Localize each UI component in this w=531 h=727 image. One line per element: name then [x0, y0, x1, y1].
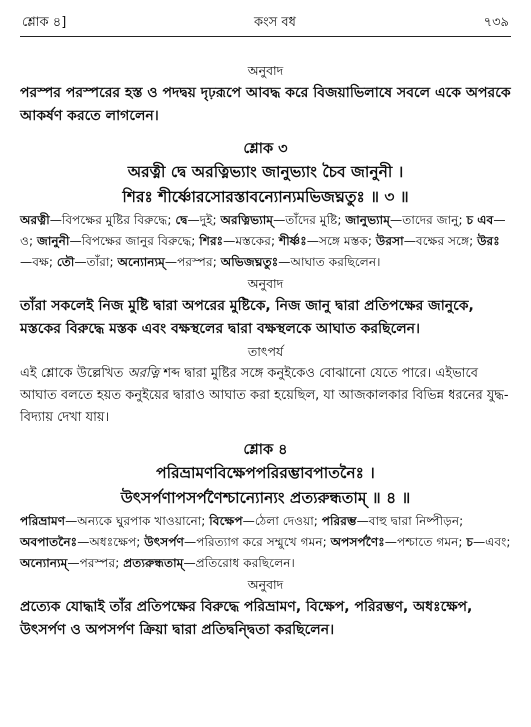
synonym-dash: — [403, 234, 416, 248]
synonym-word: অরত্নী [20, 213, 50, 227]
synonym-dash: — [20, 255, 33, 269]
synonym-meaning: পরস্পর; [79, 556, 124, 570]
synonym-meaning: ও; [20, 234, 37, 248]
synonym-meaning: এবং; [485, 535, 511, 549]
synonym-word: পরিরম্ভ [321, 514, 357, 528]
synonym-word: শীর্ষ্ণঃ [278, 234, 307, 248]
verse-3-purport-label: তাৎপর্য [247, 344, 284, 359]
synonym-dash: — [278, 255, 291, 269]
synonym-dash: — [164, 255, 178, 269]
synonym-dash: — [65, 514, 78, 528]
synonym-meaning: অন্যকে ঘুরপাক খাওয়ানো; [77, 514, 210, 528]
purport-text-post: শব্দ দ্বারা মুষ্টির সঙ্গে কনুইকেও বোঝানো যেতে পারে। এইভাবে আঘাত বলতে হয়ত কনুইয়ের দ্বারাও আঘাত করা হয়েছিল, যা আজকালকার বিভিন্ন ধরনের যুদ্ধ-বিদ্যায় দেখা যায়। [20, 366, 509, 425]
synonym-meaning: পরিত্যাগ করে সম্মুখে গমন; [196, 535, 331, 549]
synonym-meaning: তাঁদের মুষ্টি; [285, 213, 346, 227]
synonym-word: অভিজঘ্নতুঃ [220, 255, 279, 269]
header-page-number: ৭৩৯ [483, 14, 509, 30]
synonym-dash: — [390, 213, 403, 227]
synonym-meaning: তাঁরা; [86, 255, 118, 269]
synonym-dash: — [183, 556, 196, 570]
synonym-word: অবপাতনৈঃ [20, 535, 78, 549]
synonym-word: দ্বে [175, 213, 188, 227]
synonym-dash: — [273, 213, 286, 227]
translation-label-1: অনুবাদ [247, 63, 284, 78]
synonym-word: তৌ [56, 255, 75, 269]
verse-4-translation: প্রত্যেক যোদ্ধাই তাঁর প্রতিপক্ষের বিরুদ্ধে পরিভ্রামণ, বিক্ষেপ, পরিরম্ভণ, অধঃক্ষেপ, উৎসর্পণ ও অপসর্পণ ক্রিয়া দ্বারা প্রতিদ্বন্দ্বিতা করছিলেন। [20, 599, 473, 638]
synonym-word: শিরঃ [199, 234, 224, 248]
header-rule [20, 36, 511, 37]
synonym-meaning: দুই; [199, 213, 221, 227]
translation-text-1: পরস্পর পরস্পরের হস্ত ও পদদ্বয় দৃঢ়রূপে আবদ্ধ করে বিজয়াভিলাষে সবলে একে অপরকে আকর্ষণ করতে লাগলেন। [20, 85, 511, 124]
synonym-dash: — [67, 556, 80, 570]
header-verse-ref: শ্লোক ৪] [22, 14, 67, 30]
synonym-meaning: অধঃক্ষেপ; [89, 535, 145, 549]
synonym-meaning: মস্তকের; [235, 234, 279, 248]
synonym-word: উরসা [375, 234, 404, 248]
verse-3-translation: তাঁরা সকলেই নিজ মুষ্টি দ্বারা অপরের মুষ্টিকে, নিজ জানু দ্বারা প্রতিপক্ষের জানুকে, মস্তকের বিরুদ্ধে মস্তক এবং বক্ষস্থলের দ্বারা বক্ষস্থলকে আঘাত করছিলেন। [20, 298, 474, 337]
synonym-word: চ [466, 535, 473, 549]
synonym-dash: — [356, 514, 369, 528]
synonym-dash: — [306, 234, 319, 248]
synonym-meaning: বাহু দ্বারা নিষ্পীড়ন; [368, 514, 464, 528]
synonym-meaning: আঘাত করছিলেন। [290, 255, 381, 269]
synonym-meaning: প্রতিরোধ করছিলেন। [195, 556, 295, 570]
page-header [22, 12, 509, 34]
header-chapter-title: কংস বধ [253, 14, 296, 30]
synonym-dash: — [49, 213, 62, 227]
synonym-word: বিক্ষেপ [209, 514, 243, 528]
synonym-dash: — [472, 535, 486, 549]
synonym-word: উরঃ [477, 234, 500, 248]
synonym-meaning: তাদের জানু; [402, 213, 467, 227]
verse-4-translation-label: অনুবাদ [247, 577, 284, 592]
synonym-dash: — [493, 213, 506, 227]
synonym-meaning: বিপক্ষের মুষ্টির বিরুদ্ধে; [61, 213, 176, 227]
synonym-word: অরত্নিভ্যাম্ [220, 213, 274, 227]
verse-3-heading: শ্লোক ৩ [243, 141, 288, 157]
synonym-meaning: পরস্পর; [177, 255, 221, 269]
verse-3-synonyms [20, 210, 511, 273]
synonym-dash: — [184, 535, 197, 549]
verse-4-heading: শ্লোক ৪ [243, 442, 288, 458]
page-content [20, 60, 511, 642]
synonym-dash: — [74, 255, 87, 269]
verse-4-line-1: পরিভ্রামণবিক্ষেপপরিরম্ভাবপাতনৈঃ । [156, 464, 375, 482]
verse-4-line-2: উৎসর্পণাপসর্পণৈশ্চান্যোন্যং প্রত্যরুন্ধতাম্ ॥ ৪ ॥ [120, 489, 411, 507]
synonym-meaning: ঠেলা দেওয়া; [254, 514, 322, 528]
synonym-meaning: পশ্চাতে গমন; [396, 535, 467, 549]
synonym-dash: — [77, 535, 90, 549]
synonym-meaning: বিপক্ষের জানুর বিরুদ্ধে; [81, 234, 200, 248]
synonym-dash: — [242, 514, 255, 528]
verse-3-translation-label: অনুবাদ [247, 276, 284, 291]
synonym-meaning: বক্ষের সঙ্গে; [415, 234, 478, 248]
verse-3-line-1: অরত্নী দ্বে অরত্নিভ্যাং জানুভ্যাং চৈব জানুনী । [127, 163, 404, 181]
synonym-dash: — [187, 213, 200, 227]
synonym-meaning: সঙ্গে মস্তক; [318, 234, 376, 248]
synonym-word: প্রত্যরুন্ধতাম্ [123, 556, 184, 570]
synonym-meaning: বক্ষ; [32, 255, 57, 269]
synonym-word: উৎসর্পণ [144, 535, 184, 549]
synonym-word: জানুভ্যাম্ [345, 213, 390, 227]
synonym-word: পরিভ্রামণ [20, 514, 66, 528]
synonym-word: চ এব [466, 213, 494, 227]
synonym-word: অপসর্পণৈঃ [330, 535, 385, 549]
verse-4-synonyms [20, 511, 511, 574]
synonym-dash: — [69, 234, 82, 248]
verse-3-purport [20, 363, 511, 429]
purport-italic-word: অরত্নি [127, 366, 160, 381]
synonym-word: জানুনী [36, 234, 70, 248]
purport-text-pre: এই শ্লোকে উল্লেখিত [20, 366, 128, 381]
verse-3-line-2: শিরঃ শীর্ষ্ণোরসোরস্তাবন্যোন্যমভিজঘ্নতুঃ ॥ ৩ ॥ [122, 188, 409, 206]
synonym-dash: — [223, 234, 236, 248]
synonym-word: অন্যোন্যম্ [20, 556, 68, 570]
synonym-word: অন্যোন্যম্ [117, 255, 165, 269]
synonym-dash: — [384, 535, 397, 549]
